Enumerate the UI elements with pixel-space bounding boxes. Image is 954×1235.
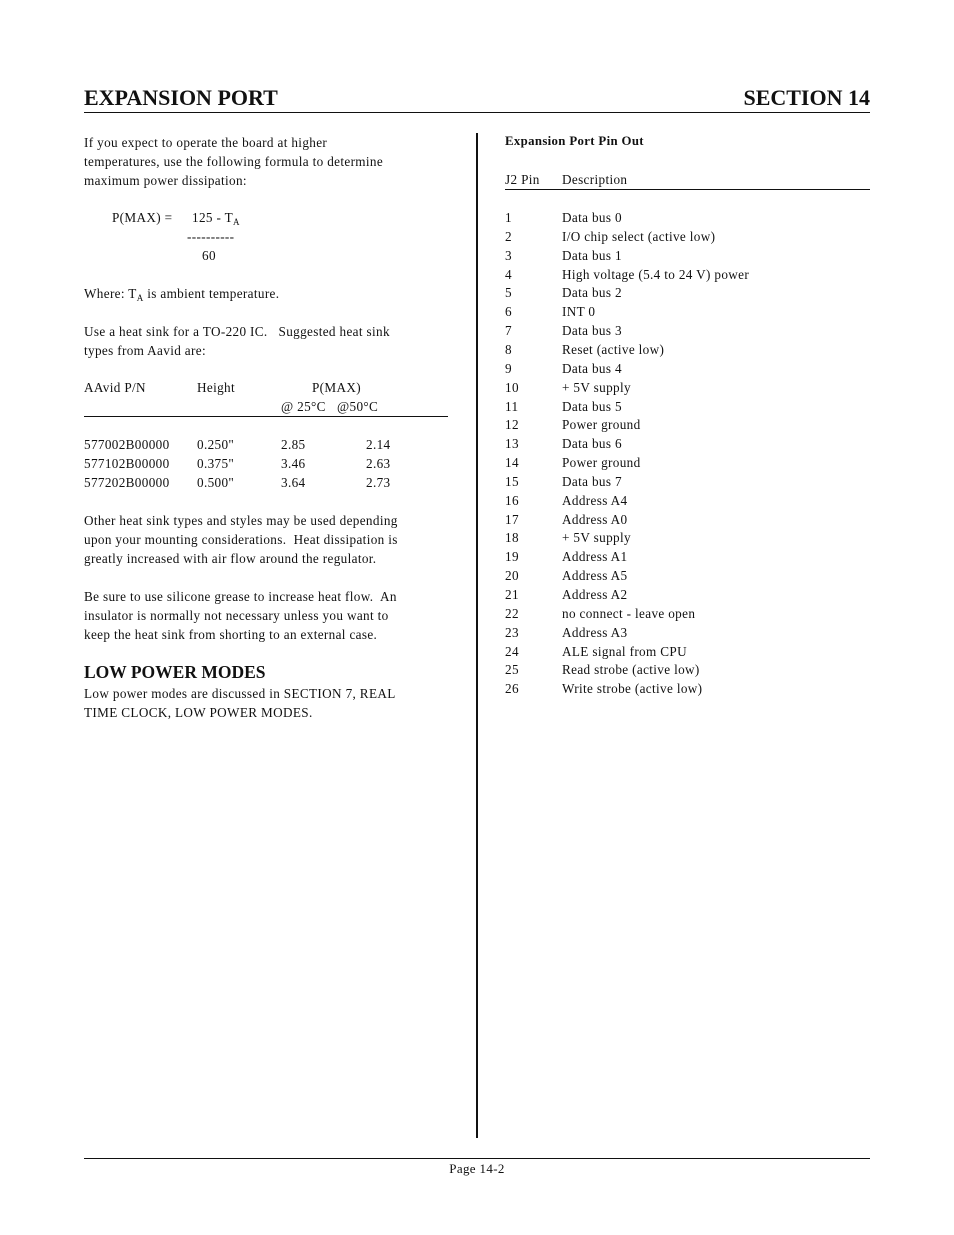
pin-number: 10 (505, 379, 519, 395)
pin-number: 1 (505, 210, 512, 225)
low-power-heading: LOW POWER MODES (84, 662, 266, 682)
pin-description: + 5V supply (562, 530, 631, 546)
pin-description: Address A1 (562, 549, 628, 565)
pin-description: Address A3 (562, 624, 628, 640)
heatsink-paragraph: Use a heat sink for a TO-220 IC. Suggested heat sink types from Aavid are: (84, 324, 390, 358)
pin-description: Write strobe (active low) (562, 681, 703, 697)
intro-paragraph: If you expect to operate the board at higher temperatures, use the following formula to determine maximum power dissipation: (84, 135, 384, 188)
pin-description: Address A4 (562, 492, 628, 508)
pin-number: 15 (505, 473, 519, 489)
pin-number: 11 (505, 398, 519, 414)
pin-description: Reset (active low) (562, 341, 665, 357)
col-header-pmax: P(MAX) (312, 380, 361, 395)
pin-number: 17 (505, 511, 519, 527)
pin-description: Data bus 7 (562, 473, 622, 489)
pin-number: 12 (505, 417, 519, 433)
pin-description: Data bus 3 (562, 323, 622, 339)
pin-description: Power ground (562, 417, 641, 433)
pin-number: 14 (505, 455, 519, 471)
formula-lhs: P(MAX) = (112, 210, 173, 225)
pin-description: + 5V supply (562, 379, 631, 395)
pin-description: Data bus 0 (562, 210, 622, 225)
footer-rule (84, 1158, 870, 1159)
pin-number: 9 (505, 360, 512, 376)
pin-number: 6 (505, 304, 512, 320)
pin-description: Address A5 (562, 568, 628, 584)
col-header-description: Description (562, 172, 628, 187)
pin-number: 19 (505, 549, 519, 565)
where-line: Where: $T_A$ is ambient temperature. (84, 286, 280, 303)
formula-denominator: 60 (202, 248, 216, 263)
pin-description: Data bus 4 (562, 360, 622, 376)
pin-number: 24 (505, 643, 519, 659)
pin-number: 23 (505, 624, 519, 640)
col-header-j2-pin: J2 Pin (505, 172, 540, 187)
pin-description: Data bus 2 (562, 285, 622, 301)
pin-description: Data bus 5 (562, 398, 622, 414)
pin-description: Address A0 (562, 511, 628, 527)
pin-description: I/O chip select (active low) (562, 228, 716, 244)
grease-paragraph: Be sure to use silicone grease to increase heat flow. An insulator is normally not necessary unless you want to keep the heat sink from shorting to an external case. (84, 589, 397, 642)
col-header-25c: @ 25°C (281, 399, 326, 414)
pin-number: 5 (505, 285, 512, 301)
formula-divider: ---------- (187, 229, 235, 244)
pin-number: 25 (505, 662, 519, 678)
pin-description: INT 0 (562, 304, 596, 320)
col-header-height: Height (197, 380, 235, 395)
pin-description: Read strobe (active low) (562, 662, 700, 678)
other-types-paragraph: Other heat sink types and styles may be used depending upon your mounting considerations. Heat dissipation is greatly increased with air flow around the regulator. (84, 513, 398, 566)
pin-description: Data bus 1 (562, 247, 622, 263)
col-header-pn: AAvid P/N (84, 380, 146, 395)
pin-description: Data bus 6 (562, 436, 622, 452)
pin-number: 4 (505, 266, 512, 282)
pin-number: 8 (505, 341, 512, 357)
pin-number: 20 (505, 568, 519, 584)
column-divider (476, 133, 478, 1138)
table-rule (84, 416, 448, 417)
header-rule (84, 112, 870, 113)
pin-description: no connect - leave open (562, 605, 696, 621)
pin-number: 21 (505, 587, 519, 602)
pin-number: 18 (505, 530, 519, 546)
pin-description: ALE signal from CPU (562, 643, 687, 659)
pin-description: Address A2 (562, 587, 628, 602)
pinout-rule (505, 189, 870, 190)
formula-numerator: $125 - T_A$ (192, 210, 240, 227)
section-number: SECTION 14 (743, 85, 870, 110)
pin-description: High voltage (5.4 to 24 V) power (562, 266, 750, 282)
pin-number: 13 (505, 436, 519, 452)
pin-number: 16 (505, 492, 519, 508)
pin-description: Power ground (562, 455, 641, 471)
pinout-title: Expansion Port Pin Out (505, 134, 644, 148)
pin-number: 7 (505, 323, 512, 339)
pin-number: 26 (505, 681, 519, 697)
section-title: EXPANSION PORT (84, 85, 278, 110)
col-header-50c: @50°C (337, 399, 379, 414)
low-power-paragraph: Low power modes are discussed in SECTION 7, REAL TIME CLOCK, LOW POWER MODES. (84, 686, 396, 720)
pin-number: 2 (505, 228, 512, 244)
page-number: Page 14-2 (449, 1161, 505, 1176)
pin-number: 22 (505, 605, 519, 621)
pin-number: 3 (505, 247, 512, 263)
